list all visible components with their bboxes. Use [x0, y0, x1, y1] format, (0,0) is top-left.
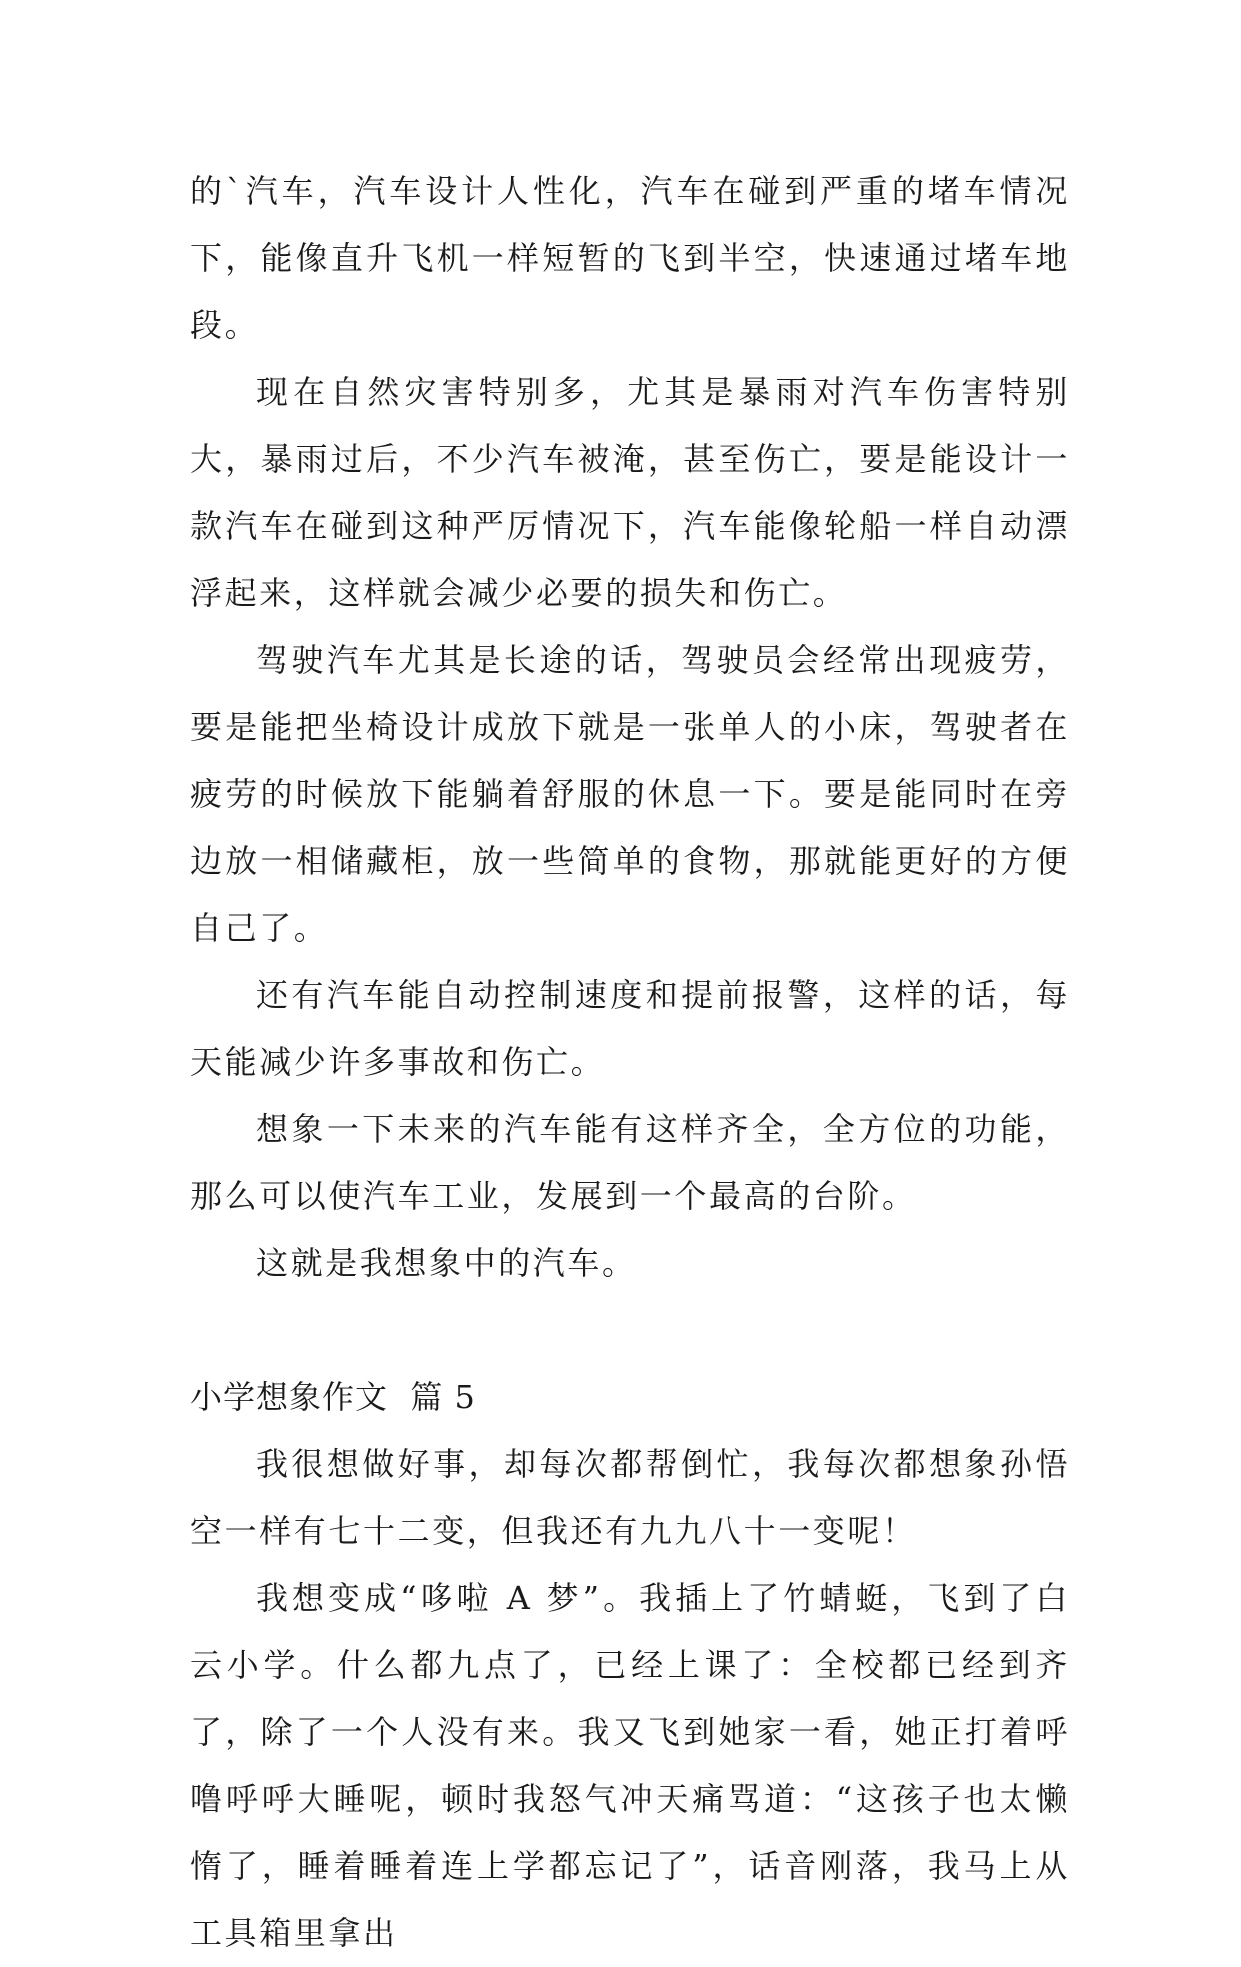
- document-body: [190, 158, 1070, 1967]
- paragraph: 这就是我想象中的汽车。: [256, 1244, 637, 1282]
- paragraph: 的`汽车，汽车设计人性化，汽车在碰到严重的堵车情况下，能像直升飞机一样短暂的飞到半空，快速通过堵车地段。: [190, 172, 1070, 344]
- paragraph: 我很想做好事，却每次都帮倒忙，我每次都想象孙悟空一样有七十二变，但我还有九九八十一变呢！: [190, 1445, 1070, 1550]
- paragraph: 驾驶汽车尤其是长途的话，驾驶员会经常出现疲劳，要是能把坐椅设计成放下就是一张单人的小床，驾驶者在疲劳的时候放下能躺着舒服的休息一下。要是能同时在旁边放一相储藏柜，放一些简单的食物，那就能更好的方便自己了。: [190, 641, 1070, 947]
- paragraph: 想象一下未来的汽车能有这样齐全，全方位的功能，那么可以使汽车工业，发展到一个最高的台阶。: [190, 1110, 1070, 1215]
- section-heading: 小学想象作文 篇 5: [190, 1378, 476, 1416]
- paragraph: 还有汽车能自动控制速度和提前报警，这样的话，每天能减少许多事故和伤亡。: [190, 976, 1070, 1081]
- paragraph: 现在自然灾害特别多，尤其是暴雨对汽车伤害特别大，暴雨过后，不少汽车被淹，甚至伤亡，要是能设计一款汽车在碰到这种严厉情况下，汽车能像轮船一样自动漂浮起来，这样就会减少必要的损失和伤亡。: [190, 373, 1070, 612]
- paragraph: 我想变成“哆啦 A 梦”。我插上了竹蜻蜓，飞到了白云小学。什么都九点了，已经上课了：全校都已经到齐了，除了一个人没有来。我又飞到她家一看，她正打着呼噜呼呼大睡呢，顿时我怒气冲天痛骂道：“这孩子也太懒惰了，睡着睡着连上学都忘记了”，话音刚落，我马上从工具箱里拿出: [190, 1579, 1070, 1952]
